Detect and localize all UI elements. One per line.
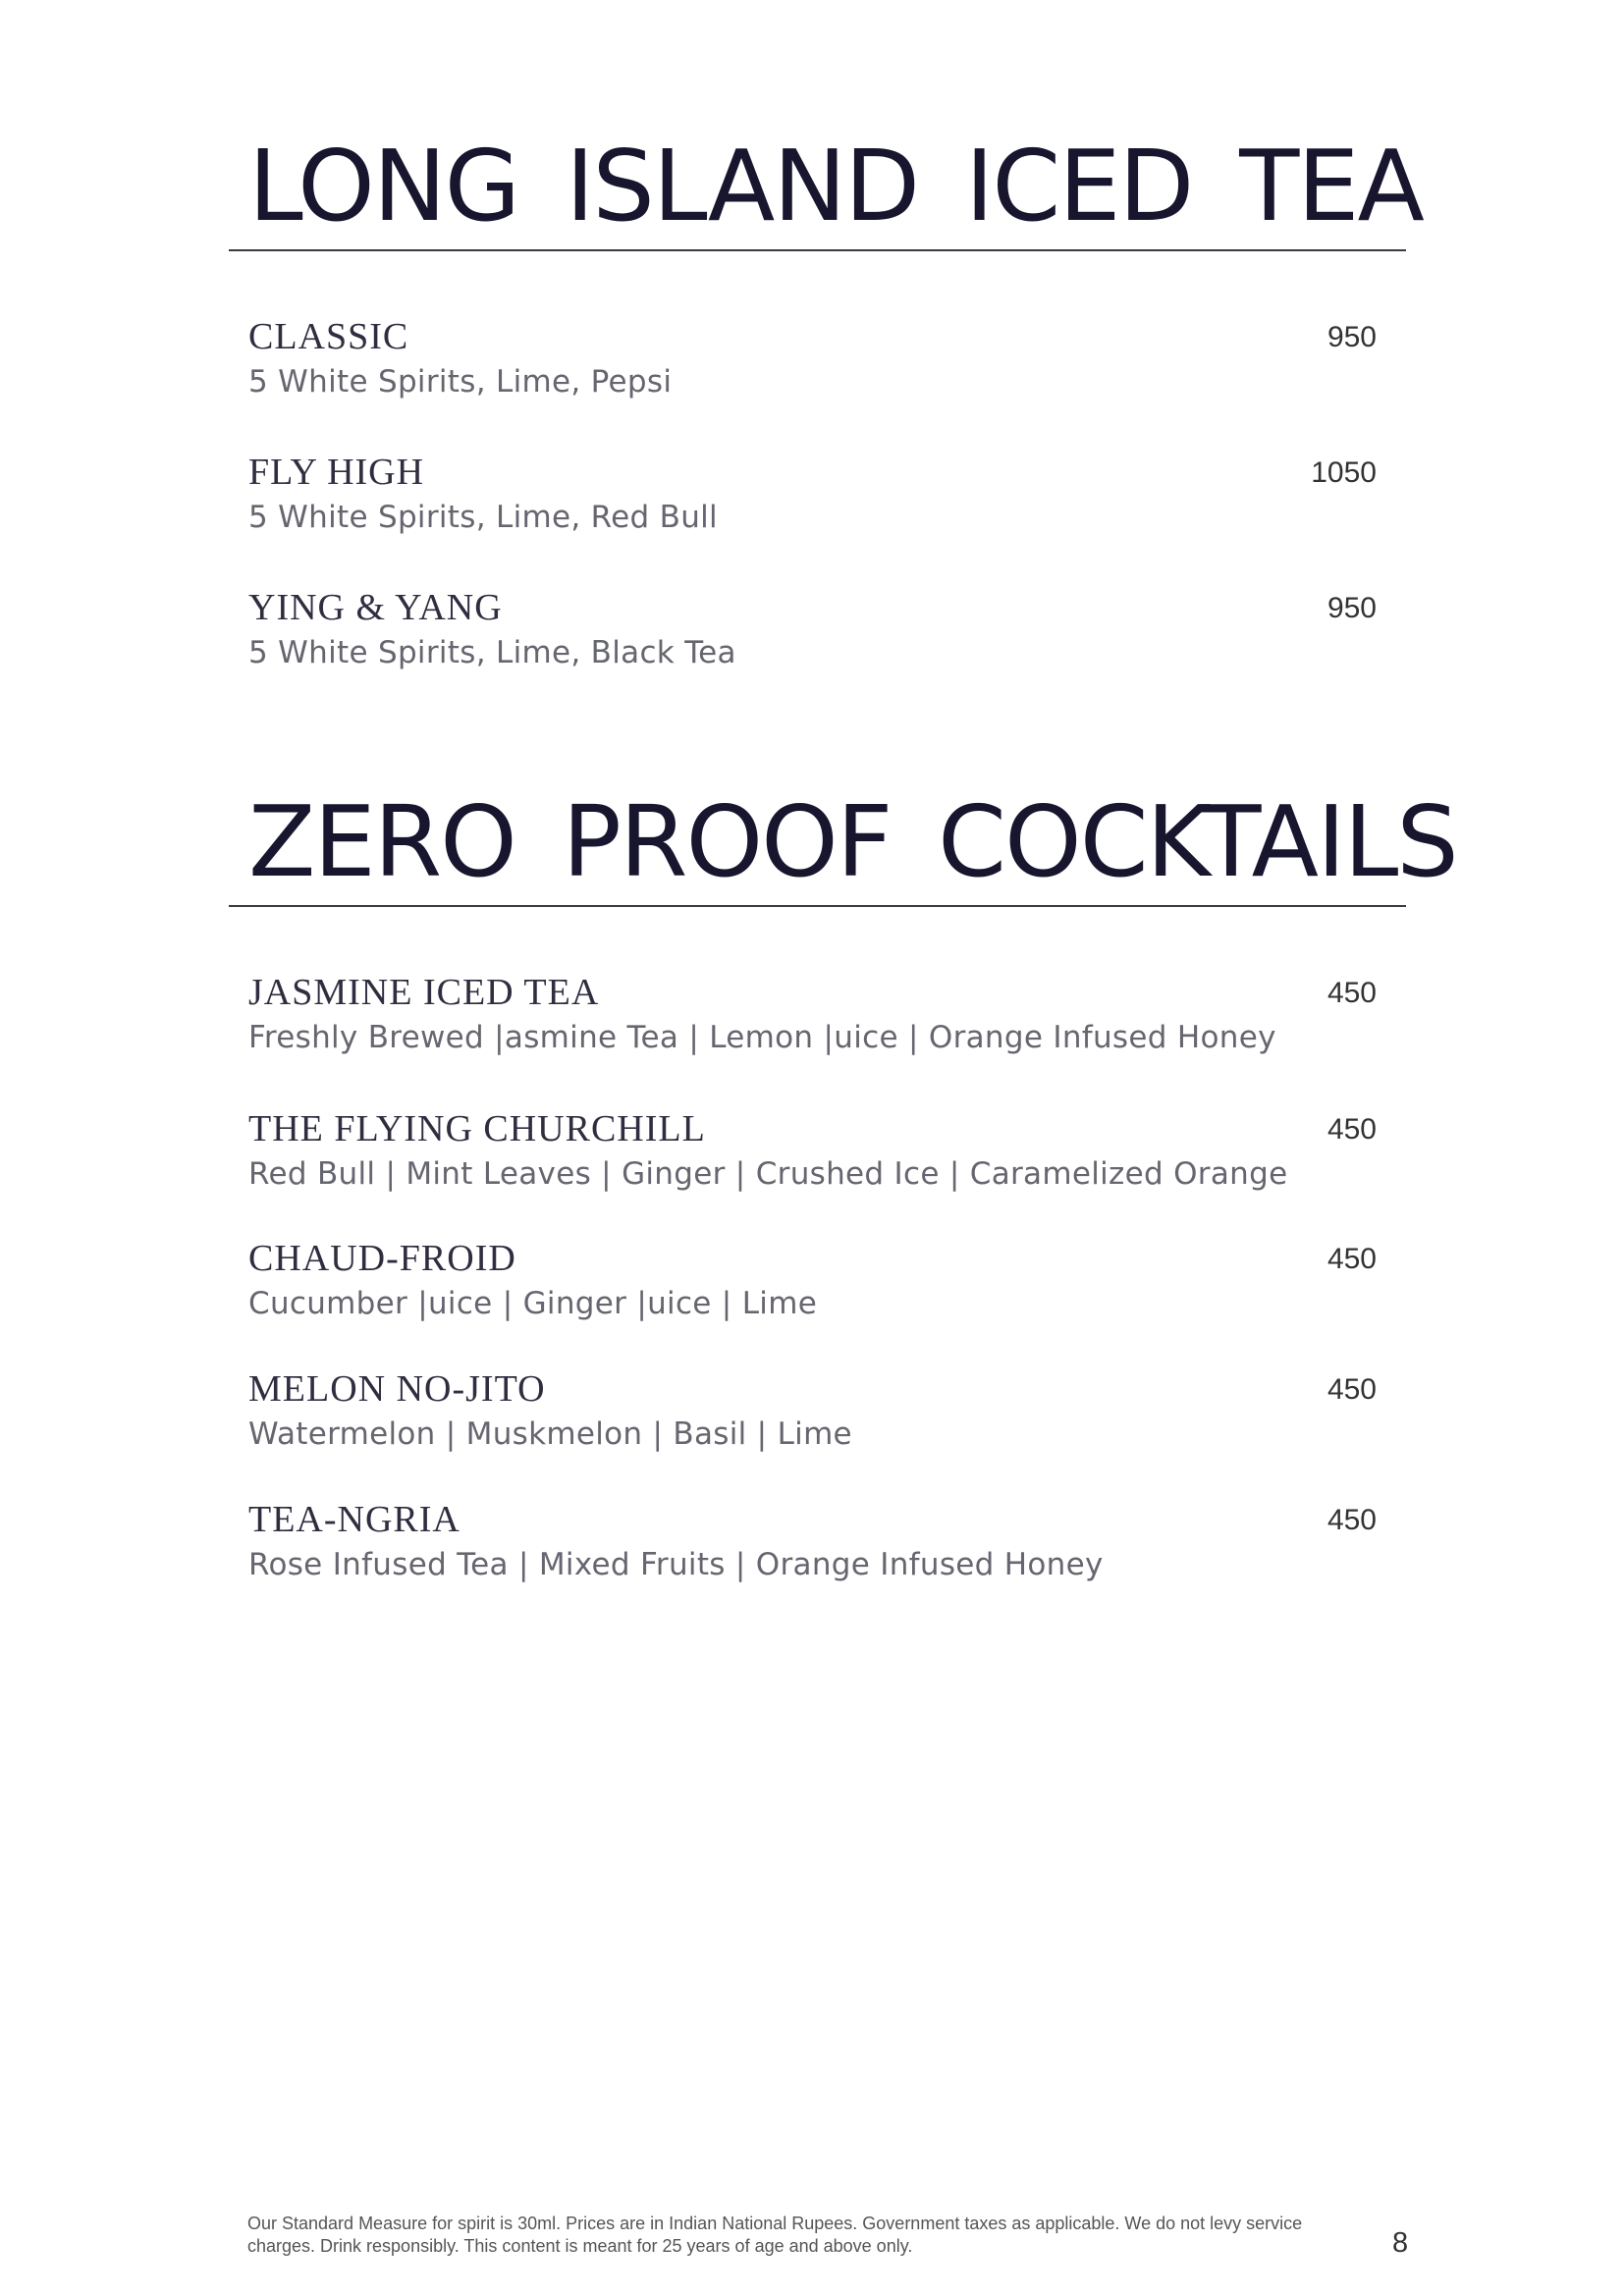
section-divider xyxy=(229,905,1406,907)
item-description: Cucumber |uice | Ginger |uice | Lime xyxy=(248,1286,818,1321)
item-name: THE FLYING CHURCHILL xyxy=(248,1108,706,1149)
menu-item-melon-no-jito xyxy=(248,1368,1377,1453)
item-price: 450 xyxy=(1326,977,1377,1009)
section-title: ZERO PROOF COCKTAILS xyxy=(248,784,1457,899)
footer-disclaimer: Our Standard Measure for spirit is 30ml. Prices are in Indian National Rupees. Government taxes as applicable. We do not levy service charges. Drink responsibly. This content is meant for 25 years of age and above only. xyxy=(247,2214,1303,2256)
item-description: Freshly Brewed |asmine Tea | Lemon |uice | Orange Infused Honey xyxy=(248,1020,1276,1055)
section-divider xyxy=(229,249,1406,251)
item-description: Rose Infused Tea | Mixed Fruits | Orange Infused Honey xyxy=(248,1547,1104,1582)
item-description: 5 White Spirits, Lime, Black Tea xyxy=(248,635,736,670)
item-price: 950 xyxy=(1326,321,1377,353)
item-name: FLY HIGH xyxy=(248,452,425,493)
section-long-island-iced-tea xyxy=(229,129,1423,251)
item-name: CLASSIC xyxy=(248,316,409,357)
item-price: 1050 xyxy=(1311,456,1377,489)
page-number: 8 xyxy=(1392,2227,1409,2259)
item-description: 5 White Spirits, Lime, Red Bull xyxy=(248,500,718,535)
item-description: Watermelon | Muskmelon | Basil | Lime xyxy=(248,1416,852,1452)
item-description: 5 White Spirits, Lime, Pepsi xyxy=(248,364,673,400)
item-name: CHAUD-FROID xyxy=(248,1238,516,1279)
menu-item-the-flying-churchill xyxy=(248,1108,1377,1193)
menu-item-ying-yang xyxy=(248,587,1377,671)
item-description: Red Bull | Mint Leaves | Ginger | Crushed Ice | Caramelized Orange xyxy=(248,1156,1288,1192)
item-name: TEA-NGRIA xyxy=(248,1499,460,1540)
menu-item-jasmine-iced-tea xyxy=(248,972,1377,1056)
item-name: MELON NO-JITO xyxy=(248,1368,546,1410)
item-price: 950 xyxy=(1326,592,1377,624)
section-title: LONG ISLAND ICED TEA xyxy=(248,129,1423,243)
item-price: 450 xyxy=(1326,1113,1377,1146)
menu-item-fly-high xyxy=(248,452,1377,536)
item-name: JASMINE ICED TEA xyxy=(248,972,600,1013)
menu-item-classic xyxy=(248,316,1377,400)
section-zero-proof-cocktails xyxy=(229,784,1457,907)
item-price: 450 xyxy=(1326,1243,1377,1275)
menu-item-tea-ngria xyxy=(248,1499,1377,1583)
item-price: 450 xyxy=(1326,1504,1377,1536)
menu-item-chaud-froid xyxy=(248,1238,1377,1322)
item-name: YING & YANG xyxy=(248,587,503,628)
item-price: 450 xyxy=(1326,1373,1377,1406)
